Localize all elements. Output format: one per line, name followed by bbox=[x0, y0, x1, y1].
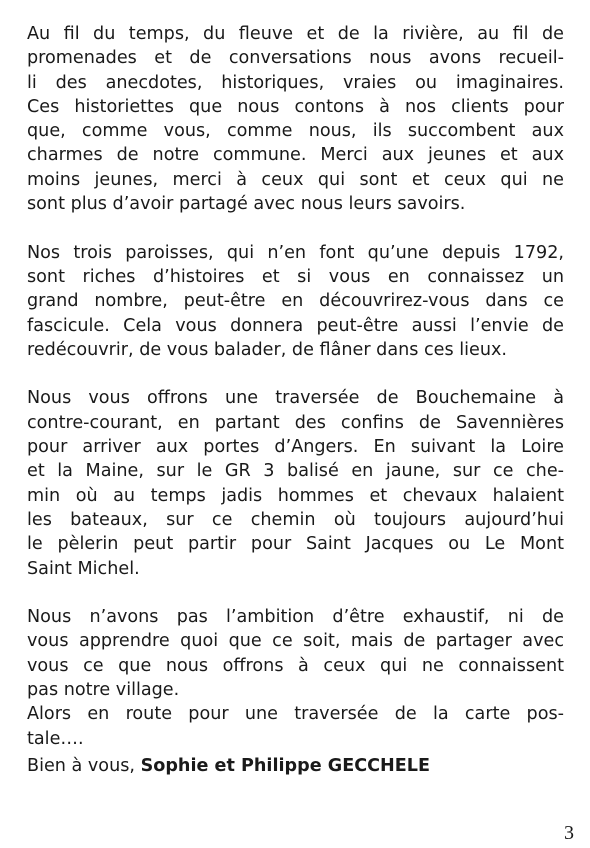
paragraph-1 bbox=[27, 22, 564, 216]
signoff bbox=[27, 754, 564, 778]
text-line: Nos trois paroisses, qui n’en font qu’une depuis 1792, bbox=[27, 242, 564, 263]
document-page bbox=[27, 22, 564, 778]
text-line: Ces historiettes que nous contons à nos clients pour bbox=[27, 96, 564, 117]
text-line: promenades et de conversations nous avons recueil- bbox=[27, 48, 564, 69]
text-line: contre-courant, en partant des confins de Savennières bbox=[27, 412, 564, 433]
text-line: que, comme vous, comme nous, ils succombent aux bbox=[27, 121, 564, 142]
paragraph-gap bbox=[27, 362, 564, 386]
text-line: moins jeunes, merci à ceux qui sont et ceux qui ne bbox=[27, 169, 564, 190]
text-line: les bateaux, sur ce chemin où toujours aujourd’hui bbox=[27, 509, 564, 530]
text-line: vous ce que nous offrons à ceux qui ne connaissent bbox=[27, 655, 564, 676]
text-line: Alors en route pour une traversée de la carte pos- bbox=[27, 704, 564, 725]
text-line: redécouvrir, de vous balader, de flâner dans ces lieux. bbox=[27, 339, 508, 360]
paragraph-2 bbox=[27, 241, 564, 362]
signature: Sophie et Philippe GECCHELE bbox=[140, 755, 431, 776]
paragraph-3 bbox=[27, 386, 564, 580]
text-line: tale…. bbox=[27, 728, 84, 749]
text-line: grand nombre, peut-être en découvrirez-vous dans ce bbox=[27, 291, 564, 312]
text-line: le pèlerin peut partir pour Saint Jacques ou Le Mont bbox=[27, 534, 564, 555]
text-line: Saint Michel. bbox=[27, 558, 140, 579]
text-line: Nous vous offrons une traversée de Bouchemaine à bbox=[27, 388, 564, 409]
text-line: pas notre village. bbox=[27, 680, 180, 701]
text-line: Nous n’avons pas l’ambition d’être exhaustif, ni de bbox=[27, 607, 564, 628]
signoff-greeting: Bien à vous, bbox=[27, 755, 141, 776]
paragraph-gap bbox=[27, 216, 564, 240]
text-line: fascicule. Cela vous donnera peut-être aussi l’envie de bbox=[27, 315, 564, 336]
paragraph-4 bbox=[27, 605, 564, 751]
text-line: min où au temps jadis hommes et chevaux halaient bbox=[27, 485, 564, 506]
text-line: sont riches d’histoires et si vous en connaissez un bbox=[27, 266, 564, 287]
text-line: li des anecdotes, historiques, vraies ou imaginaires. bbox=[27, 72, 564, 93]
text-line: et la Maine, sur le GR 3 balisé en jaune, sur ce che- bbox=[27, 461, 564, 482]
page-number: 3 bbox=[564, 822, 574, 844]
text-line: Au fil du temps, du fleuve et de la rivière, au fil de bbox=[27, 24, 564, 44]
text-line: charmes de notre commune. Merci aux jeunes et aux bbox=[27, 145, 564, 166]
text-line: sont plus d’avoir partagé avec nous leurs savoirs. bbox=[27, 194, 466, 215]
paragraph-gap bbox=[27, 581, 564, 605]
text-line: pour arriver aux portes d’Angers. En suivant la Loire bbox=[27, 437, 564, 458]
text-line: vous apprendre quoi que ce soit, mais de partager avec bbox=[27, 631, 564, 652]
